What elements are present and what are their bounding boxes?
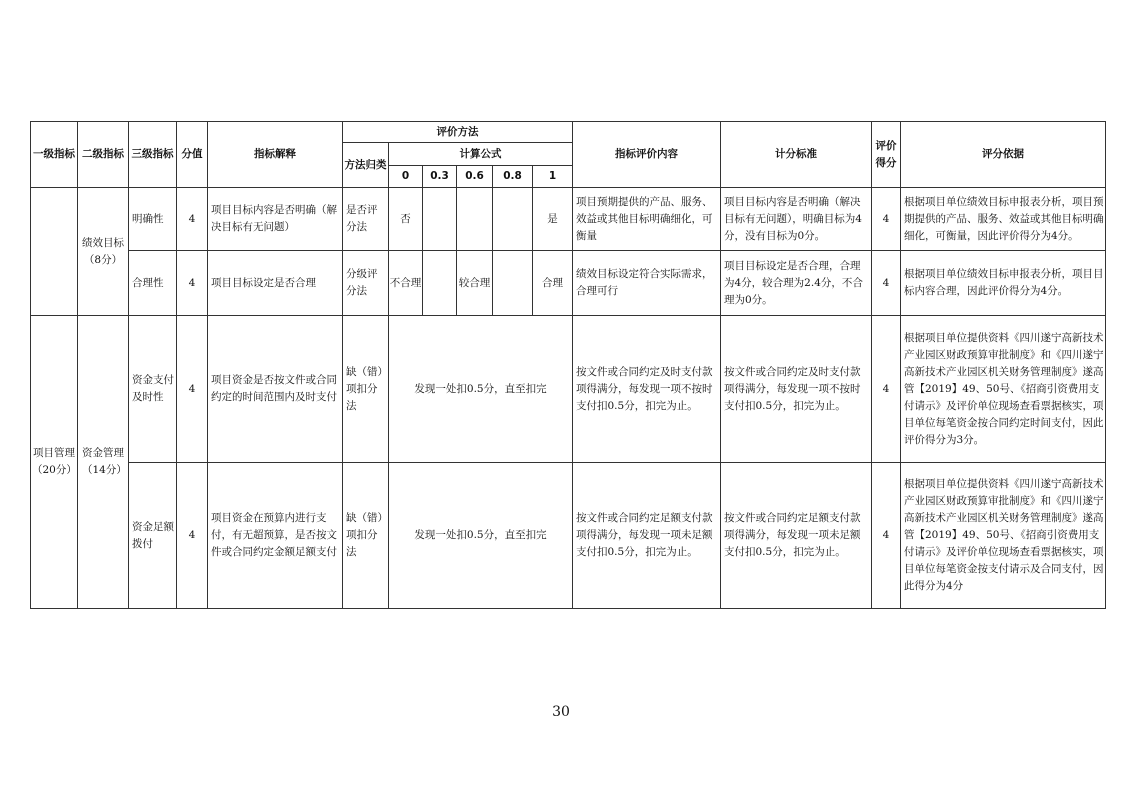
- row1-formula-0.6: [457, 188, 493, 251]
- row2-formula-0.6: 较合理: [457, 251, 493, 316]
- header-formula-group: 计算公式: [389, 143, 573, 166]
- row2-explanation: 项目目标设定是否合理: [208, 251, 343, 316]
- row1-formula-0.8: [493, 188, 533, 251]
- header-level1: 一级指标: [31, 122, 78, 188]
- header-formula-0.6: 0.6: [457, 166, 493, 188]
- row3-formula-text: 发现一处扣0.5分，直至扣完: [389, 316, 573, 463]
- row2-formula-1: 合理: [533, 251, 573, 316]
- row2-content: 绩效目标设定符合实际需求，合理可行: [573, 251, 721, 316]
- row1-formula-0: 否: [389, 188, 423, 251]
- row2-method-type: 分级评分法: [343, 251, 389, 316]
- header-formula-0.3: 0.3: [423, 166, 457, 188]
- row1-formula-1: 是: [533, 188, 573, 251]
- header-eval-score: 评价得分: [872, 122, 901, 188]
- header-formula-0.8: 0.8: [493, 166, 533, 188]
- header-explanation: 指标解释: [208, 122, 343, 188]
- header-method-type: 方法归类: [343, 143, 389, 188]
- group2-level1: 项目管理（20分）: [31, 316, 78, 609]
- row3-explanation: 项目资金是否按文件或合同约定的时间范围内及时支付: [208, 316, 343, 463]
- row3-basis: 根据项目单位提供资料《四川遂宁高新技术产业园区财政预算审批制度》和《四川遂宁高新技术产业园区机关财务管理制度》遂高管【2019】49、50号、《招商引资费用支付请示》及评价单位现场查看票据核实，项目单位每笔资金按合同约定时间支付，因此评价得分为3分。: [901, 316, 1106, 463]
- header-level2: 二级指标: [78, 122, 129, 188]
- header-content: 指标评价内容: [573, 122, 721, 188]
- row1-method-type: 是否评分法: [343, 188, 389, 251]
- row4-score: 4: [177, 463, 208, 609]
- row2-score: 4: [177, 251, 208, 316]
- row4-method-type: 缺（错）项扣分法: [343, 463, 389, 609]
- row3-standard: 按文件或合同约定及时支付款项得满分，每发现一项不按时支付扣0.5分，扣完为止。: [721, 316, 872, 463]
- row1-explanation: 项目目标内容是否明确（解决目标有无问题）: [208, 188, 343, 251]
- header-method-group: 评价方法: [343, 122, 573, 143]
- row3-level3: 资金支付及时性: [129, 316, 177, 463]
- row4-eval-score: 4: [872, 463, 901, 609]
- group1-level2: 绩效目标（8分）: [78, 188, 129, 316]
- header-standard: 计分标准: [721, 122, 872, 188]
- row1-score: 4: [177, 188, 208, 251]
- row1-content: 项目预期提供的产品、服务、效益或其他目标明确细化，可衡量: [573, 188, 721, 251]
- row4-standard: 按文件或合同约定足额支付款项得满分，每发现一项未足额支付扣0.5分，扣完为止。: [721, 463, 872, 609]
- row3-score: 4: [177, 316, 208, 463]
- group2-level2: 资金管理（14分）: [78, 316, 129, 609]
- row2-basis: 根据项目单位绩效目标申报表分析，项目目标内容合理，因此评价得分为4分。: [901, 251, 1106, 316]
- row4-level3: 资金足额拨付: [129, 463, 177, 609]
- row3-method-type: 缺（错）项扣分法: [343, 316, 389, 463]
- header-level3: 三级指标: [129, 122, 177, 188]
- row1-basis: 根据项目单位绩效目标申报表分析，项目预期提供的产品、服务、效益或其他目标明确细化，可衡量，因此评价得分为4分。: [901, 188, 1106, 251]
- row4-explanation: 项目资金在预算内进行支付，有无超预算，是否按文件或合同约定金额足额支付: [208, 463, 343, 609]
- header-basis: 评分依据: [901, 122, 1106, 188]
- header-score: 分值: [177, 122, 208, 188]
- row4-content: 按文件或合同约定足额支付款项得满分，每发现一项未足额支付扣0.5分，扣完为止。: [573, 463, 721, 609]
- row2-level3: 合理性: [129, 251, 177, 316]
- row1-formula-0.3: [423, 188, 457, 251]
- group1-level1: [31, 188, 78, 316]
- row3-eval-score: 4: [872, 316, 901, 463]
- row2-eval-score: 4: [872, 251, 901, 316]
- header-formula-0: 0: [389, 166, 423, 188]
- row2-formula-0: 不合理: [389, 251, 423, 316]
- row1-level3: 明确性: [129, 188, 177, 251]
- row1-standard: 项目目标内容是否明确（解决目标有无问题），明确目标为4分，没有目标为0分。: [721, 188, 872, 251]
- page-number: 30: [552, 704, 570, 720]
- row1-eval-score: 4: [872, 188, 901, 251]
- row4-basis: 根据项目单位提供资料《四川遂宁高新技术产业园区财政预算审批制度》和《四川遂宁高新技术产业园区机关财务管理制度》遂高管【2019】49、50号、《招商引资费用支付请示》及评价单位现场查看票据核实，项目单位每笔资金按支付请示及合同支付，因此得分为4分: [901, 463, 1106, 609]
- row2-formula-0.3: [423, 251, 457, 316]
- row2-standard: 项目目标设定是否合理，合理为4分，较合理为2.4分，不合理为0分。: [721, 251, 872, 316]
- header-formula-1: 1: [533, 166, 573, 188]
- row2-formula-0.8: [493, 251, 533, 316]
- row4-formula-text: 发现一处扣0.5分，直至扣完: [389, 463, 573, 609]
- row3-content: 按文件或合同约定及时支付款项得满分，每发现一项不按时支付扣0.5分，扣完为止。: [573, 316, 721, 463]
